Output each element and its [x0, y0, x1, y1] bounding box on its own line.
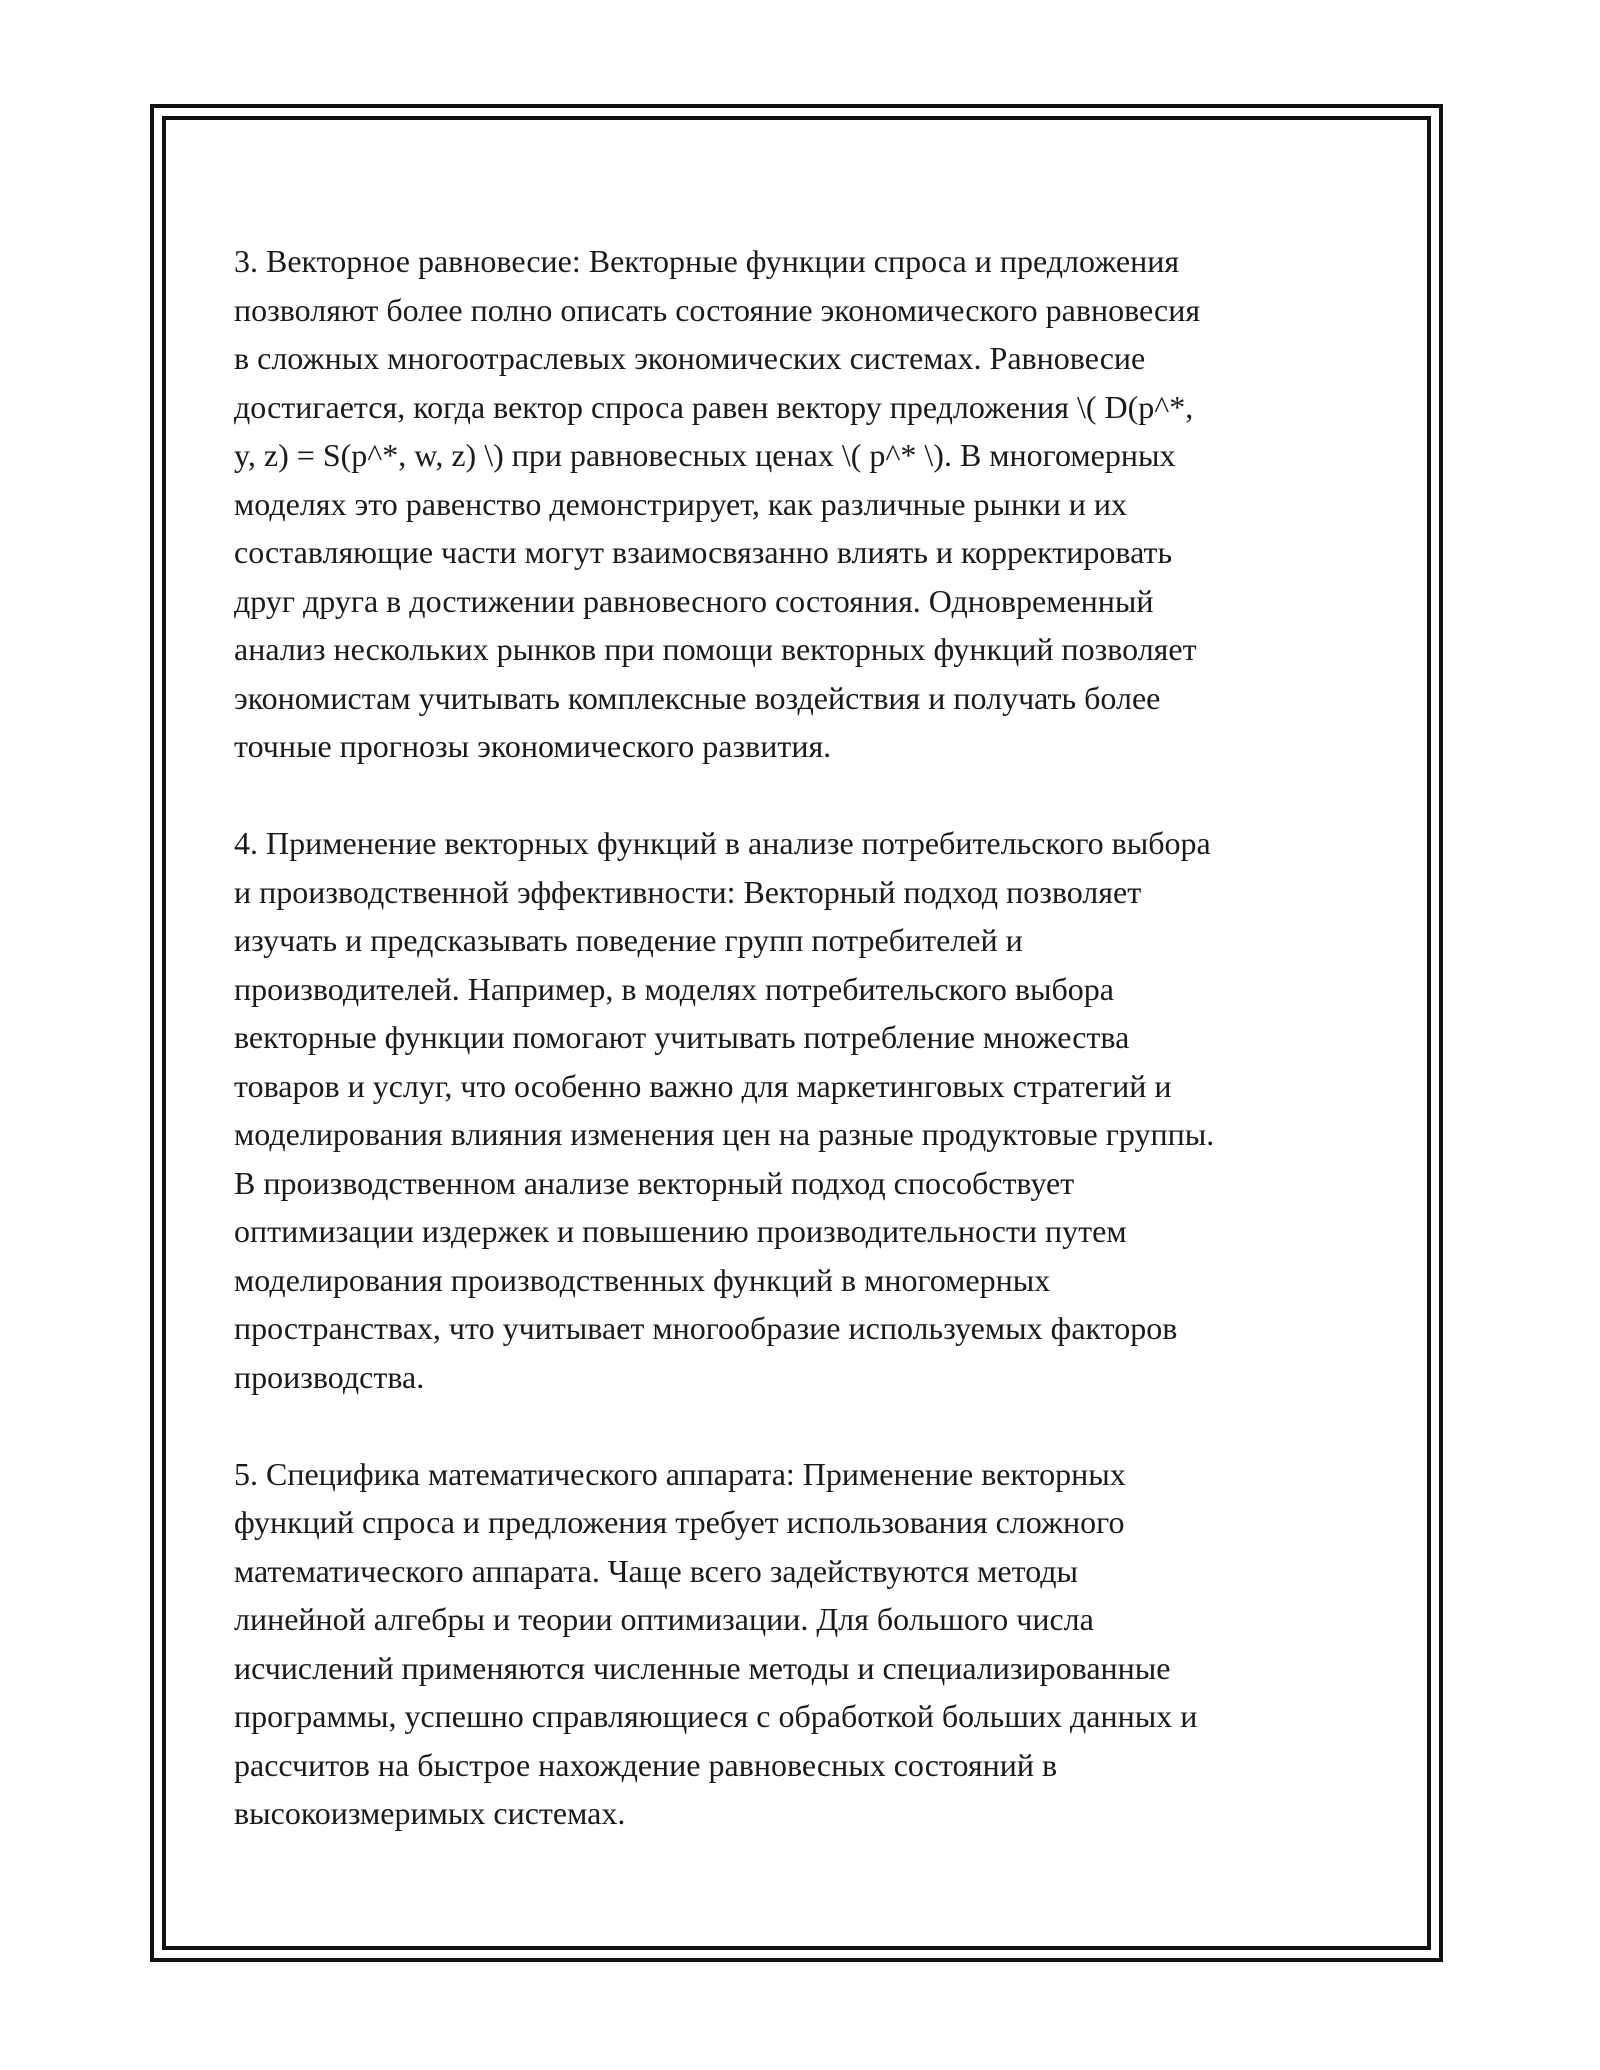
document-body: [234, 237, 1364, 1886]
paragraph-consumer-choice-production: 4. Применение векторных функций в анализе потребительского выбора и производственной эффективности: Векторный подход позволяет изучать и предсказывать поведение групп потребителей и производителей. Например, в моделях потребительского выбора векторные функции помогают учитывать потребление множества товаров и услуг, что особенно важно для маркетинговых стратегий и моделирования влияния изменения цен на разные продуктовые группы. В производственном анализе векторный подход способствует оптимизации издержек и повышению производительности путем моделирования производственных функций в многомерных пространствах, что учитывает многообразие используемых факторов производства.: [234, 825, 1215, 1395]
paragraph-vector-equilibrium: 3. Векторное равновесие: Векторные функции спроса и предложения позволяют более полно описать состояние экономического равновесия в сложных многоотраслевых экономических системах. Равновесие достигается, когда вектор спроса равен вектору предложения \( D(p^*, y, z) = S(p^*, w, z) \) при равновесных ценах \( p^* \). В многомерных моделях это равенство демонстрирует, как различные рынки и их составляющие части могут взаимосвязанно влиять и корректировать друг друга в достижении равновесного состояния. Одновременный анализ нескольких рынков при помощи векторных функций позволяет экономистам учитывать комплексные воздействия и получать более точные прогнозы экономического развития.: [234, 243, 1201, 764]
paragraph-math-apparatus: 5. Специфика математического аппарата: Применение векторных функций спроса и предложения требует использования сложного математического аппарата. Чаще всего задействуются методы линейной алгебры и теории оптимизации. Для большого числа исчислений применяются численные методы и специализированные программы, успешно справляющиеся с обработкой больших данных и рассчитов на быстрое нахождение равновесных состояний в высокоизмеримых системах.: [234, 1455, 1198, 1831]
